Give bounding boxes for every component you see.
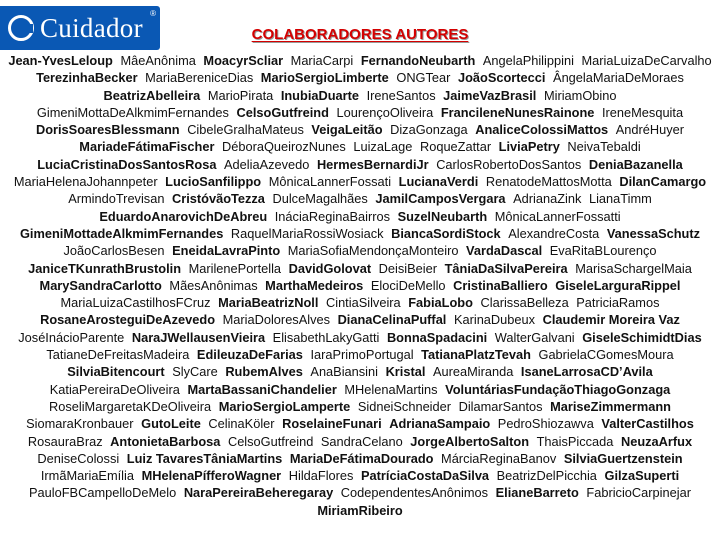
author-name: RoqueZattar [419,139,492,155]
author-name: VardaDascal [466,243,543,259]
author-name: MariaCarpi [290,53,354,68]
author-name: ClarissaBelleza [480,295,569,311]
author-name: MHelenaPífferoWagner [141,468,282,484]
author-name: CarlosRobertoDosSantos [436,156,582,172]
author-name: MariaLuizaCastilhosFCruz [60,295,211,311]
author-name: GimeniMottadeAlkmimFernandes [19,225,224,241]
author-name: CodependentesAnônimos [340,485,489,501]
author-name: IrmãMariaEmília [40,468,134,484]
author-name: BeatrizAbelleira [103,87,201,103]
author-name: RosauraBraz [27,433,103,449]
author-name: JamilCamposVergara [375,191,506,207]
author-name: DorisSoaresBlessmann [35,122,180,138]
author-name: MiriamRibeiro [317,502,403,518]
author-name: SandraCelano [320,433,403,449]
author-name: MartaBassaniChandelier [187,381,337,397]
author-name: CristóvãoTezza [172,191,265,207]
author-name: ThaisPiccada [536,433,614,449]
author-name: SlyCare [172,364,218,380]
author-name: FrancileneNunesRainone [440,104,595,120]
author-name: MarilenePortella [188,260,282,276]
author-name: MãesAnônimas [169,277,258,293]
author-name: BonnaSpadacini [386,329,488,345]
author-name: SilviaGuertzenstein [563,450,683,466]
author-name: DianaCelinaPuffal [337,312,447,328]
author-name: ElociDeMello [370,277,446,293]
author-name: GutoLeite [141,416,201,432]
author-name: VeigaLeitão [311,122,383,138]
author-name: AdeliaAzevedo [224,156,310,172]
author-name: MarioSergioLimberte [260,70,389,86]
author-name: IsaneLarrosaCD’Avila [520,364,653,380]
author-name: CelinaKöler [208,416,275,432]
author-name: LiviaPetry [498,139,560,155]
author-name: JaniceTKunrathBrustolin [28,260,182,276]
author-name: BiancaSordiStock [391,225,501,241]
author-name: LuizaLage [353,139,413,155]
author-name: AndréHuyer [615,122,685,138]
author-name: BeatrizDelPicchia [496,468,597,484]
author-name: DilamarSantos [458,398,543,414]
author-name: LucianaVerdi [398,174,479,190]
author-name: MariaLuizaDeCarvalho [581,53,712,68]
author-name: MarySandraCarlotto [39,277,162,293]
author-name: GimeniMottaDeAlkmimFernandes [36,104,229,120]
author-name: KatiaPereiraDeOliveira [49,381,180,397]
author-name: CelsoGutfreind [227,433,314,449]
author-name: Jean-YvesLeloup [8,53,113,68]
author-name: WalterGalvani [494,329,575,345]
author-name: MariseZimmermann [550,398,671,414]
author-name: MárciaReginaBanov [441,450,557,466]
author-name: CelsoGutfreind [236,104,329,120]
author-name: CibeleGralhaMateus [187,122,304,138]
author-name: ValterCastilhos [601,416,694,432]
author-name: MiriamObino [543,87,617,103]
author-name: TatianeDeFreitasMadeira [46,347,190,363]
author-name: MônicaLannerFossati [268,174,392,190]
author-name: RoseliMargaretaKDeOliveira [48,398,212,414]
page-title: COLABORADORES AUTORES [251,26,469,43]
author-name: IaraPrimoPortugal [310,347,414,363]
author-name: ÂngelaMariaDeMoraes [553,70,684,86]
author-name: LucioSanfilippo [165,174,262,190]
author-name: AnaliceColossiMattos [475,122,609,138]
author-name: FernandoNeubarth [360,53,476,68]
author-name: MariaBereniceDias [145,70,254,86]
author-name: TâniaDaSilvaPereira [444,260,568,276]
author-name: CintiaSilveira [325,295,401,311]
author-name: GiseleLarguraRippel [555,277,681,293]
author-name: DeniseColossi [37,450,120,466]
author-name: HermesBernardiJr [316,156,429,172]
author-name: Luiz TavaresTâniaMartins [126,450,283,466]
author-name: GiseleSchimidtDias [582,329,702,345]
author-name: SiomaraKronbauer [26,416,134,432]
author-name: InubiaDuarte [280,87,360,103]
author-name: MônicaLannerFossatti [494,208,621,224]
author-name: MariaBeatrizNoll [218,295,319,311]
author-name: FabiaLobo [408,295,473,311]
author-name: DeniaBazanella [588,156,683,172]
author-name: SuzelNeubarth [397,208,488,224]
author-name: ElianeBarreto [495,485,579,501]
author-name: ONGTear [396,70,451,86]
author-name: MarioPirata [207,87,274,103]
author-name: MariaDeFátimaDourado [289,450,434,466]
author-name: AntonietaBarbosa [110,433,221,449]
author-name: MariaSofiaMendonçaMonteiro [287,243,459,259]
author-name: TatianaPlatzTevah [421,347,531,363]
author-name: PauloFBCampelloDeMelo [29,485,177,501]
author-name: LourençoOliveira [336,104,434,120]
author-name: EduardoAnarovichDeAbreu [99,208,268,224]
author-names-list [2,52,718,519]
author-name: MariaHelenaJohannpeter [13,174,158,190]
author-name: JoséInácioParente [18,329,125,345]
author-name: MâeAnônima [120,53,196,68]
author-name: MariaDoloresAlves [222,312,330,328]
author-name: RaquelMariaRossiWosiack [230,225,384,241]
author-name: DéboraQueirozNunes [222,139,346,155]
author-name: SidneiSchneider [357,398,452,414]
author-name: ArmindoTrevisan [68,191,165,207]
author-name: Claudemir Moreira Vaz [542,312,680,328]
author-name: DulceMagalhães [272,191,368,207]
author-name: AnaBiansini [310,364,378,380]
author-name: LianaTimm [588,191,652,207]
author-name: IreneMesquita [601,104,684,120]
author-name: GilzaSuperti [604,468,680,484]
author-name: NaraPereiraBeheregaray [183,485,334,501]
author-name: PatriciaRamos [576,295,660,311]
author-name: KarinaDubeux [453,312,536,328]
author-name: RenatodeMattosMotta [485,174,612,190]
author-name: IreneSantos [366,87,436,103]
author-name: ElisabethLakyGatti [272,329,380,345]
author-name: EdileuzaDeFarias [196,347,303,363]
author-name: VanessaSchutz [606,225,701,241]
author-name: JorgeAlbertoSalton [410,433,530,449]
author-name: MHelenaMartins [344,381,438,397]
author-name: MarthaMedeiros [265,277,364,293]
author-name: GabrielaCGomesMoura [538,347,674,363]
author-name: AdrianaSampaio [389,416,491,432]
author-name: RoselaineFunari [282,416,382,432]
registered-mark: ® [150,9,156,18]
author-name: MarisaSchargelMaia [575,260,692,276]
author-name: TerezinhaBecker [36,70,138,86]
author-name: MoacyrScliar [203,53,284,68]
author-name: AlexandreCosta [508,225,600,241]
author-name: DavidGolovat [288,260,372,276]
author-name: RubemAlves [225,364,303,380]
author-name: AureaMiranda [432,364,514,380]
author-name: JoãoScortecci [457,70,546,86]
author-name: PatríciaCostaDaSilva [361,468,490,484]
author-name: DilanCamargo [619,174,707,190]
author-name: HildaFlores [288,468,354,484]
author-name: PedroShiozawva [497,416,594,432]
author-name: SilviaBitencourt [67,364,165,380]
author-name: CristinaBalliero [453,277,548,293]
author-name: NeuzaArfux [620,433,693,449]
author-name: RosaneArosteguiDeAzevedo [40,312,216,328]
author-name: JaimeVazBrasil [443,87,537,103]
author-name: FabricioCarpinejar [586,485,691,501]
author-name: MarioSergioLamperte [218,398,351,414]
author-name: NeivaTebaldi [567,139,641,155]
author-name: EneidaLavraPinto [172,243,281,259]
author-name: AdrianaZink [513,191,582,207]
author-name: AngelaPhilippini [482,53,574,68]
logo-text: Cuidador [40,12,143,43]
author-name: DizaGonzaga [390,122,468,138]
author-name: NaraJWellausenVieira [131,329,266,345]
author-name: EvaRitaBLourenço [549,243,657,259]
author-name: VoluntáriasFundaçãoThiagoGonzaga [445,381,671,397]
author-name: MariadeFátimaFischer [79,139,215,155]
author-name: InáciaReginaBairros [274,208,390,224]
author-name: Kristal [385,364,426,380]
author-name: LuciaCristinaDosSantosRosa [37,156,217,172]
author-name: DeisiBeier [378,260,437,276]
author-name: JoãoCarlosBesen [63,243,165,259]
